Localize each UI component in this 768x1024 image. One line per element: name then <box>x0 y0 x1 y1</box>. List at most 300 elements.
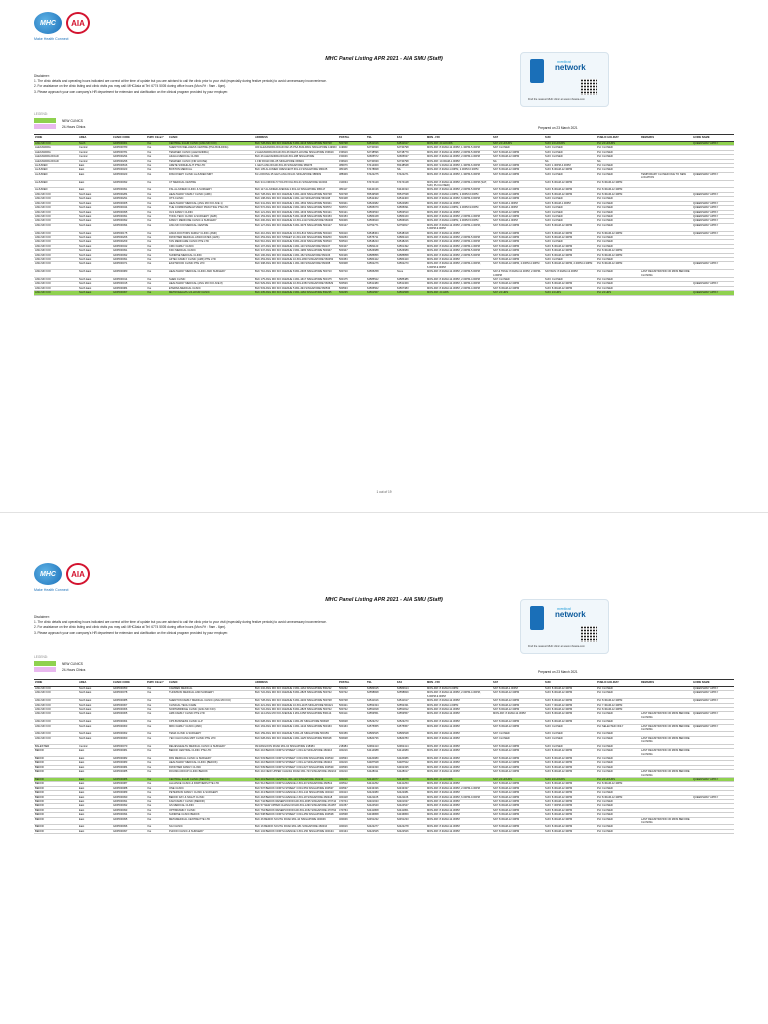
cell-sat-hours: SAT: 8.30AM-12.30PM <box>492 188 544 192</box>
cell-phpc: Yes <box>146 708 168 712</box>
cell-clinic-name: TEMA CLINIC & SURGERY <box>168 732 254 736</box>
cell-postal: 560121 <box>338 210 366 214</box>
cell-mon-fri-hours: MON-FRI: 8.30AM-12.30PM, 2.00PM-4.30PM, 6.00PM-9.00PM <box>426 262 492 270</box>
cell-area: North East <box>78 282 112 286</box>
cell-address: BLK 413 BEDOK NORTH AVENUE 2 #01-144 SINGAPORE 460413 <box>254 791 338 795</box>
cell-postal: 380105 <box>338 168 366 172</box>
cell-clinic-name: CT MEDICAL CENTRE <box>168 180 254 188</box>
cell-public-holiday-hours: PH: CLOSED <box>596 210 640 214</box>
cell-sun-hours: SUN: CLOSED <box>544 732 596 736</box>
column-header-fax: FAX <box>396 680 426 687</box>
cell-clinic-name: OPTIMFAMILY CLINIC <box>168 808 254 812</box>
cell-address: BLK 628 ANG MO KIO AVENUE 4 #01-80 SINGAPORE 560628 <box>254 720 338 724</box>
cell-sun-hours: SUN: CLOSED <box>544 146 596 150</box>
cell-clinic-code: GDP000085 <box>112 699 146 703</box>
column-header-postal: POSTAL <box>338 680 366 687</box>
cell-tel: 62401633 <box>366 799 396 803</box>
cell-mon-fri-hours: MON-FRI: 24 HOURS <box>426 142 492 146</box>
cell-fax: 62433337 <box>396 786 426 790</box>
cell-clinic-name: BEDOK CENTRAL CLINIC PTE LTD <box>168 749 254 757</box>
cell-phpc: Yes <box>146 240 168 244</box>
cell-public-holiday-hours: PH: CLOSED <box>596 155 640 159</box>
cell-phpc: Yes <box>146 813 168 817</box>
cell-public-holiday-hours: PH: CLOSED <box>596 761 640 765</box>
cell-mon-fri-hours: MON-FRI: 8.30AM-12.30PM, 2.00PM-4.30PM (SAT, SUN, PH CLOSED) <box>426 180 492 188</box>
cell-clinic-code: GDP000097 <box>112 829 146 833</box>
cell-tel: 64487528 <box>366 761 396 765</box>
cell-sun-hours: SUN: CLOSED <box>544 155 596 159</box>
cell-tel: 62820736 <box>366 736 396 744</box>
cell-area: East <box>78 164 112 168</box>
cell-clinic-code: GDP000067 <box>112 291 146 295</box>
cell-tel: 67474129 <box>366 180 396 188</box>
cell-area: East <box>78 808 112 812</box>
cell-clinic-code: GDP000092 <box>112 253 146 257</box>
cell-tel: 64541616 <box>366 142 396 146</box>
cell-public-holiday-hours: PH: CLOSED <box>596 817 640 825</box>
column-header-fax: FAX <box>396 135 426 142</box>
cell-clinic-code: GDP000082 <box>112 756 146 760</box>
cell-clinic-name: BEDOK DAY & NIGHT CLINIC <box>168 795 254 799</box>
cell-sat-hours: SAT: 8.30AM-12.30PM <box>492 770 544 778</box>
legend-label: 24-Hours Clinics <box>62 124 86 129</box>
cell-mon-fri-hours: MON-FRI: 8.30AM-12.30PM <box>426 791 492 795</box>
cell-phpc: Yes <box>146 142 168 146</box>
cell-fax: 64526689 <box>396 249 426 253</box>
cell-fax: 64436869 <box>396 813 426 817</box>
cell-clinic-name: CLINICAL TECH CARE <box>168 703 254 707</box>
cell-clinic-name: PHOON CLINIC & SURGERY <box>168 829 254 833</box>
column-header-sat-hours: SAT <box>492 680 544 687</box>
table-row <box>34 724 734 732</box>
cell-clinic-code: GDP000816 <box>112 164 146 168</box>
cell-postal: 560510 <box>338 240 366 244</box>
cell-clinic-code: GDP000091 <box>112 214 146 218</box>
cell-postal: 560235 <box>338 291 366 295</box>
cell-zone: BEDOK <box>34 777 78 781</box>
cell-tel: 64584615 <box>366 687 396 691</box>
cell-mon-fri-hours: MON-FRI: 8.30AM-12.30PM <box>426 257 492 261</box>
cell-zone: ANG MO KIO <box>34 732 78 736</box>
cell-clinic-name: ALLIANCE CLINIC & PARTNERS PTE LTD <box>168 782 254 786</box>
cell-sat-hours: SAT: 8.30AM-12.30PM <box>492 808 544 812</box>
cell-public-holiday-hours: PH: CLOSED <box>596 825 640 829</box>
cell-sat-hours: SAT: 8.30AM-12.30PM <box>492 240 544 244</box>
cell-zone: ANG MO KIO <box>34 703 78 707</box>
cell-sun-hours: SUN: 8.30AM-12.30PM <box>544 249 596 253</box>
cell-fax: 64541617 <box>396 699 426 703</box>
column-header-guide-name: GUIDE NAME <box>692 135 734 142</box>
cell-zone: ALJUNIED <box>34 164 78 168</box>
cell-address: BLK 121 ANG MO KIO AVENUE 3 #01-1633 SINGAPORE 560121 <box>254 210 338 214</box>
cell-sun-hours: SUN: 8.30AM-12.30PM <box>544 708 596 712</box>
cell-zone: BEDOK <box>34 825 78 829</box>
cell-public-holiday-hours: PH: CLOSED <box>596 808 640 812</box>
cell-postal: 460539 <box>338 765 366 769</box>
cell-sat-hours: SAT: 8.30AM-12.30PM <box>492 749 544 757</box>
cell-clinic-name: THE COMMONWEALTHWAY PRACTICE PTE LTD <box>168 206 254 210</box>
legend-title: LEGEND: <box>34 112 48 116</box>
column-header-area: AREA <box>78 135 112 142</box>
medical-network-badge <box>520 52 609 107</box>
column-header-clinic-name: CLINIC <box>168 135 254 142</box>
cell-address: BLK 533 BEDOK NORTH STREET 3 #01-599 SINGAPORE 460533 <box>254 756 338 760</box>
cell-sun-hours: SUN: 8.30AM-12.30PM <box>544 168 596 172</box>
cell-clinic-name: FRONTIER MEDICAL ASSOCIATES (AMK) <box>168 235 254 239</box>
cell-public-holiday-hours: PH: 24 HRS <box>596 291 640 295</box>
cell-mon-fri-hours: MON-FRI: 8.30AM-12.30PM, 2.00PM-4.30PM <box>426 786 492 790</box>
cell-sat-hours: SAT: 24 HOURS <box>492 777 544 781</box>
cell-sun-hours: SUN: 8.30AM-12.30PM <box>544 180 596 188</box>
legend-item <box>34 667 85 672</box>
cell-tel: 67422275 <box>366 172 396 180</box>
cell-postal: 218384 <box>338 744 366 748</box>
cell-public-holiday-hours: PH: CLOSED <box>596 813 640 817</box>
cell-area: Central <box>78 155 112 159</box>
cell-address: BLK 341 ANG MO KIO AVENUE 1 #01-1592 SINGAPORE 560341 <box>254 201 338 205</box>
cell-address: BLK 107 ANG MO KIO AVENUE 4 #01-120 SINGAPORE 560107 <box>254 244 338 248</box>
cell-zone: ANG MO KIO <box>34 249 78 253</box>
cell-phpc: Yes <box>146 188 168 192</box>
cell-zone: ANG MO KIO <box>34 240 78 244</box>
cell-remarks <box>640 180 692 188</box>
cell-area: East <box>78 770 112 778</box>
cell-address: BLK 159 ANG MO KIO AVENUE 5 #01-26 SINGAPORE 560159 <box>254 732 338 736</box>
cell-area: North East <box>78 732 112 736</box>
cell-clinic-code: GDP000094 <box>112 223 146 231</box>
cell-tel: 62730639 <box>366 146 396 150</box>
cell-sat-hours: SAT: 8.30AM-12.30PM <box>492 150 544 154</box>
cell-fax: 65448548 <box>396 164 426 168</box>
cell-fax: 62422081 <box>396 791 426 795</box>
page-title: MHC Panel Listing APR 2021 - AIA SMU (Staff) <box>325 597 443 603</box>
cell-sat-hours: SAT: 8.30AM-12.30PM <box>492 786 544 790</box>
cell-sat-hours: SAT: 8.30AM-12.30PM <box>492 244 544 248</box>
cell-guide-name: QUEENSWAY APPLY <box>692 210 734 214</box>
cell-postal: 119963 <box>338 146 366 150</box>
cell-sat-hours: SAT: CLOSED <box>492 146 544 150</box>
cell-phpc: Yes <box>146 791 168 795</box>
cell-postal: 460210 <box>338 770 366 778</box>
cell-sat-hours: SAT: 8.30AM-12.30PM <box>492 791 544 795</box>
cell-fax: 62665637 <box>396 155 426 159</box>
cell-zone: ANG MO KIO <box>34 244 78 248</box>
cell-sat-hours: SAT: CLOSED <box>492 278 544 282</box>
cell-public-holiday-hours: PH: 24 HOURS <box>596 142 640 146</box>
cell-clinic-code: GDP000023 <box>112 168 146 172</box>
cell-address: BLK 253 ANG MO KIO STREET 21 #01-330 SINGAPORE 560253 <box>254 235 338 239</box>
cell-postal: 460134 <box>338 829 366 833</box>
cell-postal: 560159 <box>338 732 366 736</box>
cell-clinic-code: GDP000175 <box>112 231 146 235</box>
cell-address: BLK 232 ANG MO KIO AVENUE 3 #01-1164 SINGAPORE 560232 <box>254 687 338 691</box>
legend-label: NEW CLINICS <box>62 118 83 123</box>
cell-clinic-code: GDP000065 <box>112 712 146 720</box>
cell-area: North East <box>78 201 112 205</box>
cell-phpc: Yes <box>146 736 168 744</box>
cell-address: BLK 105 ALJUNIED CRESCENT #01-13 SINGAPORE 380105 <box>254 168 338 172</box>
cell-zone: BEDOK <box>34 786 78 790</box>
cell-sun-hours: SUN: 8.30AM-12.30PM <box>544 235 596 239</box>
cell-zone: BEDOK <box>34 756 78 760</box>
cell-tel: 64441252 <box>366 782 396 786</box>
cell-sat-hours: SAT: 8.30AM-12.30PM <box>492 155 544 159</box>
cell-address: 2 ALEXANDRA ROAD #01-06 DELTA HOUSE SINGAPORE 159919 <box>254 150 338 154</box>
cell-tel: 62730639 <box>366 159 396 163</box>
cell-clinic-name: CMC FAMILY CLINIC <box>168 244 254 248</box>
cell-sun-hours: SUN: 8.30AM-12.30PM <box>544 282 596 286</box>
cell-phpc: Yes <box>146 732 168 736</box>
cell-tel: 64585856 <box>366 253 396 257</box>
cell-sun-hours: SUN: 8.30AM-12.30PM <box>544 223 596 231</box>
cell-clinic-code: GDP000088 <box>112 786 146 790</box>
cell-phpc: Yes <box>146 192 168 196</box>
cell-clinic-code: GDP000781 <box>112 150 146 154</box>
cell-zone: ANG MO KIO <box>34 231 78 235</box>
cell-tel: 64562276 <box>366 262 396 270</box>
cell-postal: 150046 <box>338 155 366 159</box>
cell-public-holiday-hours: PH: 24 HOURS <box>596 777 640 781</box>
cell-clinic-code: GDP000067 <box>112 703 146 707</box>
cell-tel: 62422080 <box>366 791 396 795</box>
cell-mon-fri-hours: MON-FRI: 9.00AM-12.30PM, 1.30PM-6.30PM <box>426 164 492 168</box>
cell-address: BLK 106 ANG MO KIO AVENUE 4 #01-152 SINGAPORE 560106 <box>254 253 338 257</box>
cell-guide-name: QUEENSWAY APPLY <box>692 172 734 180</box>
column-header-public-holiday-hours: PUBLIC HOLIDAY <box>596 680 640 687</box>
cell-mon-fri-hours: MON-FRI: 8.30AM-12.30PM <box>426 720 492 724</box>
cell-clinic-name: CENTRAL 24-HR CLINIC (ANG MO KIO) <box>168 142 254 146</box>
cell-sun-hours: SUN: 8.30AM-12.30PM <box>544 786 596 790</box>
cell-sun-hours: SUN: CLOSED <box>544 210 596 214</box>
cell-sun-hours: SUN: 8.30AM-12.30PM <box>544 699 596 703</box>
badge-caption: Find the nearest MHC clinic at www.mhcasia.com <box>528 98 585 101</box>
cell-public-holiday-hours: PH: 8.30AM-12.30PM <box>596 699 640 703</box>
cell-fax: 64584614 <box>396 687 426 691</box>
cell-zone: ANG MO KIO <box>34 219 78 223</box>
cell-sat-hours: SAT: 24 HOURS <box>492 142 544 146</box>
page-footer: 1 out of 19 <box>376 490 392 494</box>
cell-address: BLK 510 ANG MO KIO AVENUE 8 #01-2040 SINGAPORE 560510 <box>254 240 338 244</box>
cell-fax: 64582528 <box>396 732 426 736</box>
cell-fax: None <box>396 270 426 278</box>
cell-postal: 460219 <box>338 777 366 781</box>
disclaimer-line: Disclaimer: <box>34 615 50 619</box>
cell-clinic-code: GDP000070 <box>112 744 146 748</box>
cell-guide-name: QUEENSWAY APPLY <box>692 201 734 205</box>
cell-sun-hours: SUN: CLOSED <box>544 736 596 744</box>
cell-sat-hours: SAT: 8.30AM-12.30PM <box>492 825 544 829</box>
cell-sat-hours: SAT: 8.30AM-12.30PM <box>492 795 544 799</box>
cell-postal: 560453 <box>338 257 366 261</box>
cell-postal: 460413 <box>338 791 366 795</box>
cell-zone: ANG MO KIO <box>34 291 78 295</box>
cell-address: BLK 163 ANG MO KIO AVENUE 4 #01-1244 SINGAPORE 560163 <box>254 724 338 732</box>
cell-phpc: Yes <box>146 720 168 724</box>
cell-postal: 560572 <box>338 206 366 210</box>
cell-sun-hours: SUN: 8.30AM-12.30PM <box>544 188 596 192</box>
cell-public-holiday-hours: PH: 8.30AM-12.30PM <box>596 782 640 786</box>
cell-phpc: Yes <box>146 804 168 808</box>
cell-remarks: LAST REGISTRATION 30 MINS BEFORE CLOSING <box>640 770 692 778</box>
cell-clinic-name: SHENTON FAMILY MEDICAL CLINIC (ANG MO KIO) <box>168 699 254 703</box>
cell-sat-hours: SAT: 8.30AM-12.30PM <box>492 829 544 833</box>
disclaimer <box>34 615 494 636</box>
table-row <box>34 770 734 778</box>
cell-mon-fri-hours: MON-FRI: 8.00AM-1.00PM, 2.00PM-6.00PM <box>426 192 492 196</box>
cell-fax: 64531369 <box>396 282 426 286</box>
cell-mon-fri-hours: MON-FRI: 8.30AM-12.30PM <box>426 756 492 760</box>
cell-phpc: Yes <box>146 231 168 235</box>
cell-tel: 62451232 <box>366 817 396 825</box>
cell-clinic-code: GDP000066 <box>112 708 146 712</box>
cell-zone: ANG MO KIO <box>34 197 78 201</box>
cell-area: North East <box>78 235 112 239</box>
legend-item <box>34 124 85 129</box>
cell-public-holiday-hours: PH: CLOSED <box>596 282 640 286</box>
cell-sat-hours: SAT: 8.30AM-1.00PM <box>492 206 544 210</box>
column-header-mon-fri-hours: MON - FRI <box>426 680 492 687</box>
cell-postal: 560722 <box>338 691 366 699</box>
cell-phpc: Yes <box>146 744 168 748</box>
cell-clinic-code: GDP000092 <box>112 219 146 223</box>
cell-clinic-name: AZTEC FAMILY CLINIC (AMK) PTE LTD <box>168 257 254 261</box>
cell-public-holiday-hours: PH: CLOSED <box>596 201 640 205</box>
cell-address: BLK 114 ANG MO KIO AVENUE 4 #01-1058 SINGAPORE 560114 <box>254 712 338 720</box>
cell-mon-fri-hours: MON-FRI: 8.30AM-12.30PM, 2.00PM-4.30PM <box>426 240 492 244</box>
document-page-2 <box>0 512 768 1024</box>
cell-fax: 65547538 <box>396 192 426 196</box>
column-header-phpc: PHPC Clinic? <box>146 680 168 687</box>
cell-sat-hours: SAT: 8.30AM-12.30PM <box>492 756 544 760</box>
cell-public-holiday-hours: PH: 8.30AM-12.30PM <box>596 708 640 712</box>
cell-zone: BEDOK <box>34 808 78 812</box>
cell-area: North East <box>78 699 112 703</box>
cell-phpc: Yes <box>146 291 168 295</box>
cell-address: BLK 175 ANG MO KIO AVENUE 4 #01-1617 SINGAPORE 560175 <box>254 278 338 282</box>
cell-public-holiday-hours: PH: 8.30AM-12.30PM <box>596 188 640 192</box>
cell-phpc: Yes <box>146 799 168 803</box>
cell-phpc: Yes <box>146 164 168 168</box>
cell-address: BLK 46 BEDOK SOUTH ROAD #01-44 SINGAPORE 460046 <box>254 817 338 825</box>
cell-sat-hours: SAT: 8.30AM-12.30PM <box>492 172 544 180</box>
cell-remarks: LAST REGISTRATION 30 MINS BEFORE CLOSING <box>640 817 692 825</box>
cell-clinic-code: GDP000091 <box>112 257 146 261</box>
cell-mon-fri-hours: MON-FRI: 8.30AM-12.30PM <box>426 825 492 829</box>
cell-clinic-code: GDP000085 <box>112 770 146 778</box>
cell-fax: 64441253 <box>396 782 426 786</box>
cell-guide-name <box>692 817 734 825</box>
cell-mon-fri-hours: MON-FRI: 8.30AM-12.30PM <box>426 732 492 736</box>
logo-group <box>34 563 90 592</box>
cell-guide-name: QUEENSWAY APPLY <box>692 795 734 799</box>
cell-mon-fri-hours: MON-FRI: 8.30AM-1.00PM, 2.00PM-6.30PM <box>426 168 492 172</box>
cell-public-holiday-hours: PH: CLOSED <box>596 720 640 724</box>
cell-public-holiday-hours: PH: 7.30AM-12.30PM <box>596 703 640 707</box>
column-header-zone: ZONE <box>34 135 78 142</box>
cell-sun-hours: SUN: 8.30AM-12.30PM <box>544 825 596 829</box>
cell-clinic-code: GDP000080 <box>112 270 146 278</box>
cell-address: BLK 127 ANG MO KIO AVENUE 6 #01-3076 SINGAPORE 560127 <box>254 223 338 231</box>
cell-sat-hours: SAT: 8.30AM-12.30PM <box>492 282 544 286</box>
cell-sun-hours: SUN: 8.30AM-12.30PM <box>544 799 596 803</box>
cell-clinic-code: GDP000094 <box>112 813 146 817</box>
cell-tel: 67414009 <box>366 164 396 168</box>
cell-address: BLK 418 BEDOK NORTH AVENUE 2 #01-18 SINGAPORE 460418 <box>254 795 338 799</box>
cell-sun-hours: NA <box>544 159 596 163</box>
cell-remarks <box>640 829 692 833</box>
cell-tel: 64548364 <box>366 231 396 235</box>
cell-mon-fri-hours: MON-FRI: 8.30AM-12.30PM <box>426 817 492 825</box>
cell-clinic-name: METROHEALTH 24-HOUR CLINIC <box>168 291 254 295</box>
disclaimer-line: 2. For assistance on the clinic listing and clinic visits you may call: MHCAsia at Tel: 6774 5005 during office hours (Mon-Fri : 9am - 6pm). <box>34 84 227 89</box>
cell-clinic-name: SGI CLINIC <box>168 825 254 829</box>
cell-area: North East <box>78 720 112 724</box>
cell-tel: 64542402 <box>366 197 396 201</box>
cell-fax: 62422278 <box>396 825 426 829</box>
cell-public-holiday-hours: PH: CLOSED <box>596 206 640 210</box>
cell-sun-hours: SUN: 24 HRS <box>544 291 596 295</box>
cell-remarks <box>640 291 692 295</box>
cell-address: BLK 210 NEW UPPER CHANGI ROAD #01-723 SINGAPORE 460210 <box>254 770 338 778</box>
cell-postal: 470744 <box>338 799 366 803</box>
cell-guide-name: QUEENSWAY APPLY <box>692 291 734 295</box>
cell-clinic-name: METAMEDICAL CENTRE PTE LTD <box>168 817 254 825</box>
cell-zone: BEDOK <box>34 795 78 799</box>
cell-public-holiday-hours: PH: CLOSED <box>596 744 640 748</box>
disclaimer-line: 3. Please approach your own company's HR department for extension and clarification on the clinical program provided by your employer. <box>34 630 229 635</box>
cell-fax: 64565091 <box>396 206 426 210</box>
cell-guide-name: QUEENSWAY APPLY <box>692 223 734 231</box>
cell-tel: 63440136 <box>366 188 396 192</box>
cell-sat-hours: SAT: 8.30AM-12.30PM <box>492 231 544 235</box>
cell-zone: BEDOK <box>34 799 78 803</box>
cell-public-holiday-hours: PH: CLOSED <box>596 732 640 736</box>
cell-sat-hours: SAT: 8.00AM-1.00PM <box>492 219 544 223</box>
cell-zone: ANG MO KIO <box>34 223 78 231</box>
cell-sat-hours: SAT: 8.30AM-12.30PM <box>492 235 544 239</box>
cell-mon-fri-hours: MON-FRI: 8.00AM-12.30PM, 2.00PM-4.30PM <box>426 244 492 248</box>
cell-sat-hours: SAT: 8.30AM-12.30PM <box>492 197 544 201</box>
cell-sun-hours: SUN: 8.30AM-12.30PM <box>544 782 596 786</box>
cell-fax: 64428017 <box>396 770 426 778</box>
cell-guide-name: QUEENSWAY APPLY <box>692 192 734 196</box>
cell-zone: BALESTIER <box>34 744 78 748</box>
cell-area: North East <box>78 687 112 691</box>
cell-sat-hours: SAT: 24 HRS <box>492 291 544 295</box>
aia-logo: AIA <box>66 563 90 585</box>
cell-zone: BEDOK <box>34 782 78 786</box>
column-header-public-holiday-hours: PUBLIC HOLIDAY <box>596 135 640 142</box>
cell-sat-hours: SAT: 8.30AM-1.00PM <box>492 687 544 691</box>
cell-sun-hours: SUN: 8.30AM-12.30PM <box>544 286 596 290</box>
cell-tel: 62962413 <box>366 744 396 748</box>
cell-postal: 560628 <box>338 720 366 724</box>
cell-address: BLK 347 ANG MO KIO AVENUE 3 #01-1980 SINGAPORE 560347 <box>254 249 338 253</box>
cell-sat-hours: SAT: 8.00AM-12.30PM <box>492 223 544 231</box>
cell-postal: 389076 <box>338 164 366 168</box>
cell-postal: 460533 <box>338 756 366 760</box>
column-header-zone: ZONE <box>34 680 78 687</box>
cell-address: BLK 57 NEW UPPER CHANGI ROAD #01-1290 SINGAPORE 461057 <box>255 804 337 808</box>
cell-mon-fri-hours: MON-FRI: 8.30AM-12.30PM <box>426 744 492 748</box>
cell-guide-name: QUEENSWAY APPLY <box>692 687 734 691</box>
cell-clinic-name: OLS FAMILY CLINIC <box>168 210 254 214</box>
cell-mon-fri-hours: MON-FRI: 8.00AM-12.30PM, 2.00PM-5.00PM <box>426 270 492 278</box>
cell-tel: 62422525 <box>366 829 396 833</box>
column-header-address: ADDRESS <box>254 135 338 142</box>
cell-clinic-name: BOSTON MEDICAL <box>168 168 254 172</box>
cell-guide-name: QUEENSWAY APPLY <box>692 206 734 210</box>
